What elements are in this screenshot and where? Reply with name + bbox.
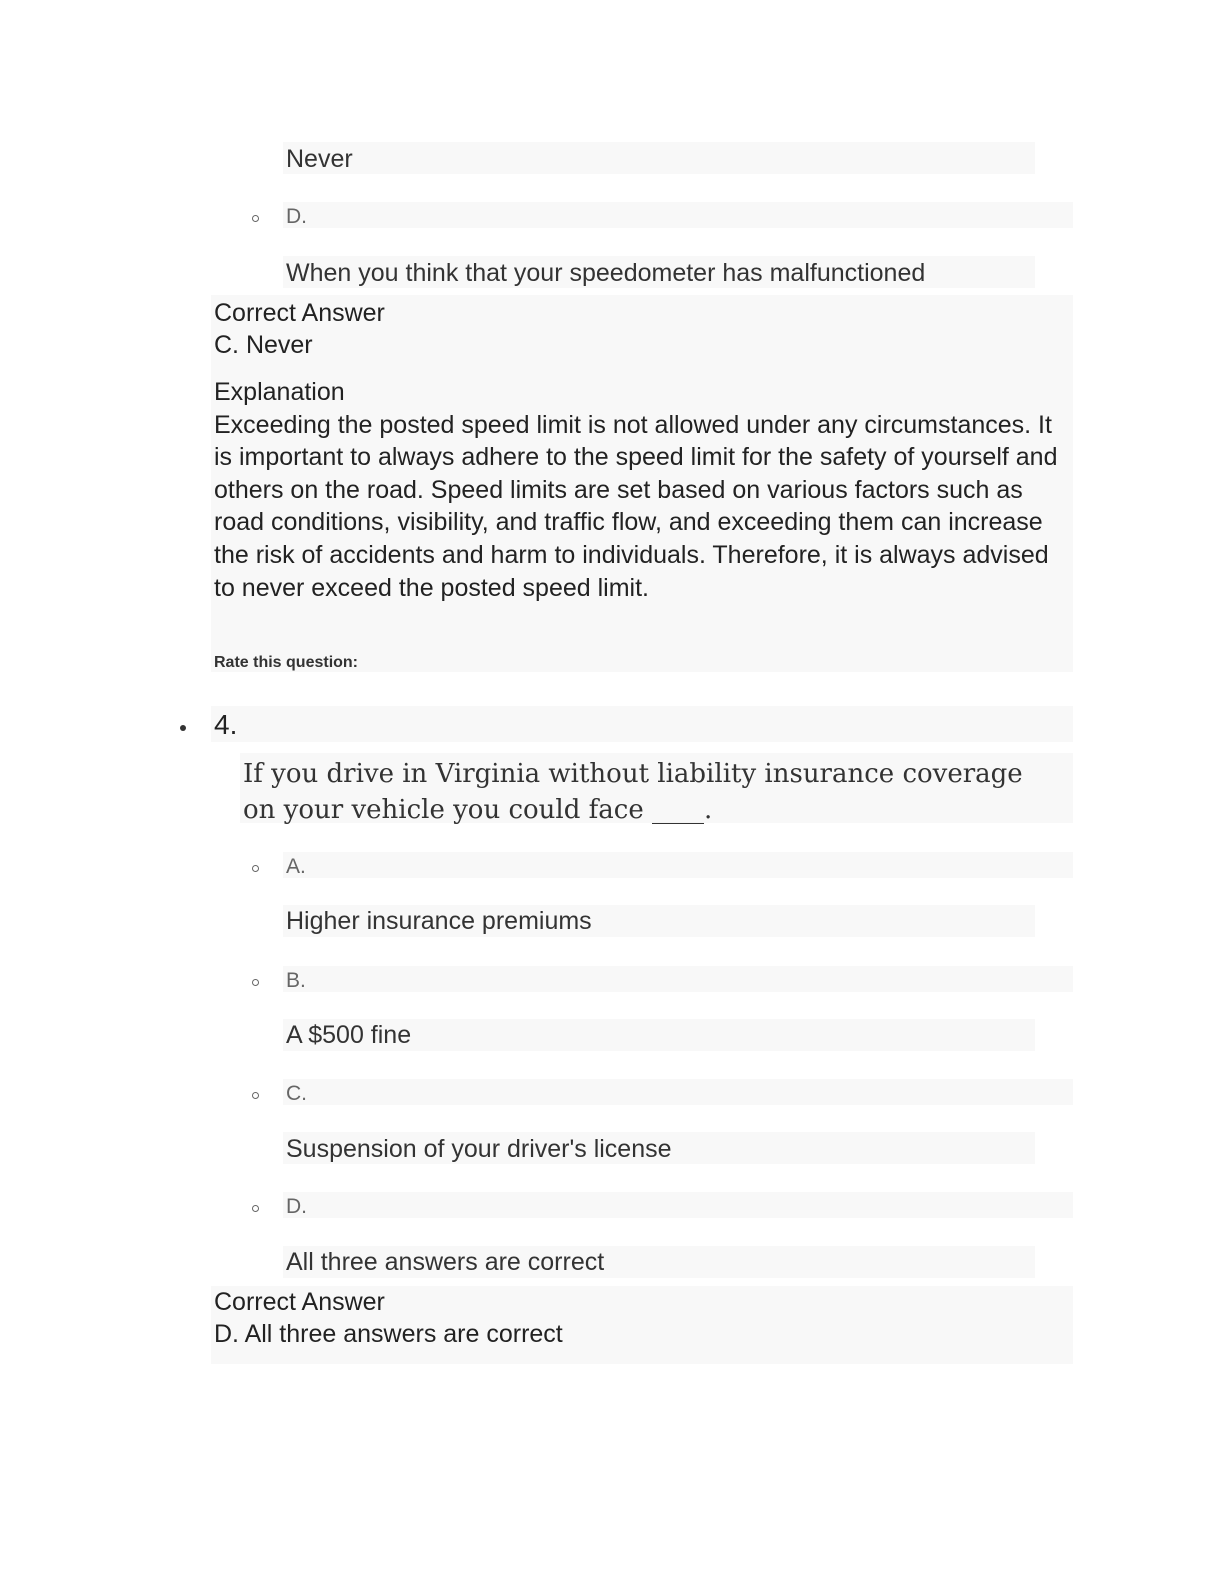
rate-question-label: Rate this question: bbox=[214, 654, 359, 671]
option-text-band bbox=[283, 142, 1035, 174]
circle-bullet-icon bbox=[252, 979, 259, 986]
option-d-text: All three answers are correct bbox=[286, 1248, 605, 1276]
option-letter-band bbox=[283, 852, 1073, 878]
explanation-block bbox=[214, 376, 1072, 604]
circle-bullet-icon bbox=[252, 215, 259, 222]
option-a-letter: A. bbox=[286, 855, 306, 878]
circle-bullet-icon bbox=[252, 1092, 259, 1099]
option-c-text: Never bbox=[286, 145, 353, 173]
option-b-letter: B. bbox=[286, 969, 306, 992]
option-d-letter: D. bbox=[286, 205, 307, 228]
option-d-letter: D. bbox=[286, 1195, 307, 1218]
explanation-text: Exceeding the posted speed limit is not allowed under any circumstances. It is important to always adhere to the speed limit for the safety of yourself and others on the road. Speed limits are set based on various factors such as road conditions, visibility, and traffic flow, and exceeding them can increase the risk of accidents and harm to individuals. Therefore, it is always advised to never exceed the posted speed limit. bbox=[214, 410, 1058, 602]
explanation-label: Explanation bbox=[214, 378, 345, 406]
option-d-text: When you think that your speedometer has malfunctioned bbox=[286, 259, 926, 287]
question-number: 4. bbox=[214, 709, 238, 740]
circle-bullet-icon bbox=[252, 865, 259, 872]
correct-answer-label: Correct Answer bbox=[214, 1288, 385, 1316]
option-a-text: Higher insurance premiums bbox=[286, 907, 592, 935]
correct-answer-label: Correct Answer bbox=[214, 299, 385, 327]
correct-answer-block bbox=[214, 297, 385, 361]
option-c-letter: C. bbox=[286, 1082, 307, 1105]
option-letter-band bbox=[283, 966, 1073, 992]
option-letter-band bbox=[283, 1079, 1073, 1105]
correct-answer-block bbox=[214, 1286, 563, 1350]
circle-bullet-icon bbox=[252, 1205, 259, 1212]
question-text: If you drive in Virginia without liability insurance coverage on your vehicle you could face ____. bbox=[243, 759, 1023, 825]
option-letter-band bbox=[283, 202, 1073, 228]
correct-answer-value: C. Never bbox=[214, 331, 313, 359]
correct-answer-value: D. All three answers are correct bbox=[214, 1320, 563, 1348]
option-c-text: Suspension of your driver's license bbox=[286, 1135, 672, 1163]
question-number-band bbox=[211, 706, 1073, 742]
option-b-text: A $500 fine bbox=[286, 1021, 412, 1049]
option-letter-band bbox=[283, 1192, 1073, 1218]
disc-bullet-icon bbox=[180, 725, 186, 731]
